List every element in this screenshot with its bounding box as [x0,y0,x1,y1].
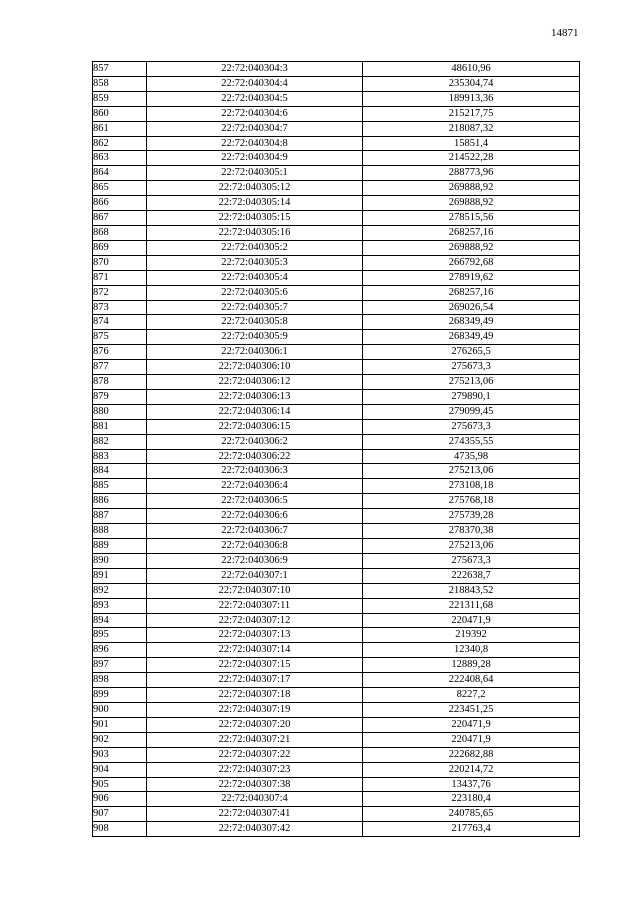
row-index-cell: 858 [93,76,147,91]
cadastral-number-cell: 22:72:040307:19 [147,702,363,717]
cadastral-number-cell: 22:72:040306:10 [147,360,363,375]
table-row [93,494,580,509]
table-row [93,747,580,762]
cadastral-value-cell: 219392 [363,628,580,643]
cadastral-number-cell: 22:72:040307:18 [147,688,363,703]
row-index-cell: 886 [93,494,147,509]
cadastral-value-cell: 268257,16 [363,285,580,300]
cadastral-value-cell: 218843,52 [363,583,580,598]
row-index-cell: 895 [93,628,147,643]
cadastral-value-cell: 275213,06 [363,375,580,390]
table-row [93,166,580,181]
cadastral-number-cell: 22:72:040304:3 [147,62,363,77]
row-index-cell: 899 [93,688,147,703]
table-row [93,136,580,151]
row-index-cell: 869 [93,240,147,255]
cadastral-number-cell: 22:72:040306:12 [147,375,363,390]
cadastral-number-cell: 22:72:040306:5 [147,494,363,509]
table-row [93,792,580,807]
cadastral-number-cell: 22:72:040307:17 [147,673,363,688]
cadastral-number-cell: 22:72:040307:10 [147,583,363,598]
row-index-cell: 864 [93,166,147,181]
row-index-cell: 876 [93,345,147,360]
row-index-cell: 903 [93,747,147,762]
cadastral-number-cell: 22:72:040305:7 [147,300,363,315]
cadastral-number-cell: 22:72:040307:21 [147,732,363,747]
row-index-cell: 890 [93,553,147,568]
table-row [93,688,580,703]
cadastral-number-cell: 22:72:040306:3 [147,464,363,479]
row-index-cell: 872 [93,285,147,300]
cadastral-value-cell: 222408,64 [363,673,580,688]
row-index-cell: 871 [93,270,147,285]
cadastral-number-cell: 22:72:040307:15 [147,658,363,673]
cadastral-value-cell: 269026,54 [363,300,580,315]
table-row [93,702,580,717]
table-row [93,106,580,121]
row-index-cell: 906 [93,792,147,807]
row-index-cell: 879 [93,389,147,404]
cadastral-value-cell: 288773,96 [363,166,580,181]
row-index-cell: 875 [93,330,147,345]
cadastral-number-cell: 22:72:040305:9 [147,330,363,345]
row-index-cell: 861 [93,121,147,136]
cadastral-number-cell: 22:72:040306:1 [147,345,363,360]
table-row [93,360,580,375]
row-index-cell: 901 [93,717,147,732]
row-index-cell: 889 [93,539,147,554]
cadastral-number-cell: 22:72:040307:22 [147,747,363,762]
cadastral-value-cell: 278515,56 [363,211,580,226]
cadastral-value-cell: 275768,18 [363,494,580,509]
row-index-cell: 893 [93,598,147,613]
cadastral-value-cell: 275213,06 [363,464,580,479]
table-row [93,732,580,747]
table-row [93,270,580,285]
cadastral-number-cell: 22:72:040307:23 [147,762,363,777]
cadastral-value-cell: 223451,25 [363,702,580,717]
row-index-cell: 884 [93,464,147,479]
cadastral-value-cell: 278370,38 [363,524,580,539]
row-index-cell: 860 [93,106,147,121]
table-row [93,62,580,77]
cadastral-value-cell: 222638,7 [363,568,580,583]
table-row [93,658,580,673]
row-index-cell: 874 [93,315,147,330]
cadastral-value-cell: 279099,45 [363,404,580,419]
cadastral-value-cell: 275673,3 [363,419,580,434]
row-index-cell: 862 [93,136,147,151]
cadastral-value-cell: 268349,49 [363,315,580,330]
cadastral-value-cell: 268349,49 [363,330,580,345]
cadastral-value-cell: 48610,96 [363,62,580,77]
table-row [93,225,580,240]
cadastral-value-cell: 15851,4 [363,136,580,151]
row-index-cell: 866 [93,196,147,211]
table-row [93,181,580,196]
cadastral-value-cell: 276265,5 [363,345,580,360]
table-row [93,211,580,226]
cadastral-number-cell: 22:72:040304:4 [147,76,363,91]
cadastral-value-cell: 12340,8 [363,643,580,658]
table-row [93,598,580,613]
cadastral-number-cell: 22:72:040305:8 [147,315,363,330]
table-body [93,62,580,837]
cadastral-number-cell: 22:72:040306:22 [147,449,363,464]
cadastral-number-cell: 22:72:040304:8 [147,136,363,151]
row-index-cell: 908 [93,822,147,837]
cadastral-number-cell: 22:72:040304:6 [147,106,363,121]
cadastral-value-table [92,61,580,837]
table-row [93,255,580,270]
table-row [93,196,580,211]
table-row [93,449,580,464]
table-row [93,315,580,330]
cadastral-number-cell: 22:72:040307:1 [147,568,363,583]
table-row [93,330,580,345]
row-index-cell: 883 [93,449,147,464]
cadastral-value-cell: 12889,28 [363,658,580,673]
cadastral-number-cell: 22:72:040307:11 [147,598,363,613]
cadastral-value-cell: 274355,55 [363,434,580,449]
row-index-cell: 885 [93,479,147,494]
table-row [93,76,580,91]
cadastral-number-cell: 22:72:040304:9 [147,151,363,166]
cadastral-value-cell: 218087,32 [363,121,580,136]
row-index-cell: 894 [93,613,147,628]
cadastral-number-cell: 22:72:040305:12 [147,181,363,196]
table-row [93,300,580,315]
cadastral-number-cell: 22:72:040306:7 [147,524,363,539]
cadastral-value-cell: 275739,28 [363,509,580,524]
cadastral-value-cell: 13437,76 [363,777,580,792]
cadastral-value-cell: 235304,74 [363,76,580,91]
row-index-cell: 891 [93,568,147,583]
row-index-cell: 863 [93,151,147,166]
table-row [93,673,580,688]
cadastral-value-cell: 222682,88 [363,747,580,762]
cadastral-value-cell: 8227,2 [363,688,580,703]
row-index-cell: 898 [93,673,147,688]
cadastral-value-cell: 266792,68 [363,255,580,270]
cadastral-number-cell: 22:72:040306:15 [147,419,363,434]
table-row [93,613,580,628]
cadastral-value-cell: 220471,9 [363,613,580,628]
row-index-cell: 902 [93,732,147,747]
cadastral-number-cell: 22:72:040305:15 [147,211,363,226]
table-row [93,628,580,643]
cadastral-value-cell: 279890,1 [363,389,580,404]
row-index-cell: 896 [93,643,147,658]
cadastral-number-cell: 22:72:040306:8 [147,539,363,554]
cadastral-number-cell: 22:72:040307:42 [147,822,363,837]
page-number: 14871 [551,27,579,39]
cadastral-number-cell: 22:72:040305:14 [147,196,363,211]
table-row [93,151,580,166]
cadastral-value-cell: 220471,9 [363,717,580,732]
table-row [93,404,580,419]
table-row [93,121,580,136]
row-index-cell: 888 [93,524,147,539]
table-row [93,539,580,554]
cadastral-number-cell: 22:72:040307:14 [147,643,363,658]
cadastral-number-cell: 22:72:040306:13 [147,389,363,404]
cadastral-number-cell: 22:72:040306:4 [147,479,363,494]
cadastral-number-cell: 22:72:040306:9 [147,553,363,568]
cadastral-number-cell: 22:72:040305:2 [147,240,363,255]
row-index-cell: 897 [93,658,147,673]
cadastral-value-cell: 189913,36 [363,91,580,106]
cadastral-value-cell: 275673,3 [363,360,580,375]
table-row [93,464,580,479]
cadastral-number-cell: 22:72:040307:13 [147,628,363,643]
cadastral-value-cell: 221311,68 [363,598,580,613]
row-index-cell: 907 [93,807,147,822]
table-row [93,807,580,822]
cadastral-value-cell: 240785,65 [363,807,580,822]
cadastral-value-cell: 215217,75 [363,106,580,121]
cadastral-number-cell: 22:72:040304:5 [147,91,363,106]
cadastral-number-cell: 22:72:040305:4 [147,270,363,285]
cadastral-value-cell: 275213,06 [363,539,580,554]
cadastral-value-cell: 220214,72 [363,762,580,777]
cadastral-value-cell: 214522,28 [363,151,580,166]
table-row [93,479,580,494]
cadastral-number-cell: 22:72:040306:6 [147,509,363,524]
cadastral-value-cell: 273108,18 [363,479,580,494]
cadastral-value-cell: 269888,92 [363,196,580,211]
table-row [93,419,580,434]
row-index-cell: 905 [93,777,147,792]
cadastral-value-cell: 278919,62 [363,270,580,285]
table-row [93,524,580,539]
cadastral-number-cell: 22:72:040304:7 [147,121,363,136]
table-row [93,91,580,106]
row-index-cell: 881 [93,419,147,434]
table-row [93,553,580,568]
cadastral-number-cell: 22:72:040305:3 [147,255,363,270]
table-row [93,285,580,300]
cadastral-value-cell: 220471,9 [363,732,580,747]
cadastral-value-cell: 4735,98 [363,449,580,464]
table-row [93,643,580,658]
table-row [93,375,580,390]
row-index-cell: 904 [93,762,147,777]
table-row [93,762,580,777]
cadastral-value-cell: 275673,3 [363,553,580,568]
cadastral-number-cell: 22:72:040305:1 [147,166,363,181]
row-index-cell: 887 [93,509,147,524]
cadastral-number-cell: 22:72:040307:12 [147,613,363,628]
table-row [93,389,580,404]
row-index-cell: 882 [93,434,147,449]
table-row [93,509,580,524]
row-index-cell: 877 [93,360,147,375]
cadastral-number-cell: 22:72:040307:41 [147,807,363,822]
cadastral-number-cell: 22:72:040306:2 [147,434,363,449]
cadastral-number-cell: 22:72:040306:14 [147,404,363,419]
cadastral-number-cell: 22:72:040305:16 [147,225,363,240]
cadastral-number-cell: 22:72:040307:20 [147,717,363,732]
row-index-cell: 892 [93,583,147,598]
row-index-cell: 900 [93,702,147,717]
row-index-cell: 857 [93,62,147,77]
row-index-cell: 868 [93,225,147,240]
table-row [93,345,580,360]
row-index-cell: 880 [93,404,147,419]
row-index-cell: 867 [93,211,147,226]
table-row [93,583,580,598]
cadastral-value-cell: 268257,16 [363,225,580,240]
table-row [93,568,580,583]
row-index-cell: 878 [93,375,147,390]
table-row [93,434,580,449]
table-row [93,240,580,255]
cadastral-value-cell: 269888,92 [363,240,580,255]
cadastral-number-cell: 22:72:040307:38 [147,777,363,792]
row-index-cell: 873 [93,300,147,315]
row-index-cell: 870 [93,255,147,270]
table-row [93,777,580,792]
table-row [93,822,580,837]
cadastral-value-cell: 223180,4 [363,792,580,807]
cadastral-number-cell: 22:72:040305:6 [147,285,363,300]
cadastral-value-cell: 269888,92 [363,181,580,196]
table-row [93,717,580,732]
row-index-cell: 865 [93,181,147,196]
row-index-cell: 859 [93,91,147,106]
cadastral-number-cell: 22:72:040307:4 [147,792,363,807]
cadastral-value-cell: 217763,4 [363,822,580,837]
